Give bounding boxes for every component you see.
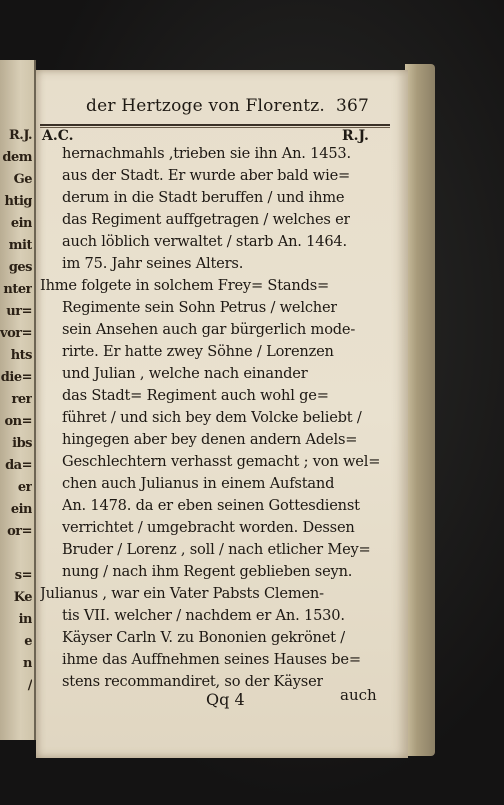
text-line: Käyser Carln V. zu Bononien gekrönet / (62, 629, 346, 646)
text-line: aus der Stadt. Er wurde aber bald wie= (62, 167, 351, 184)
margin-note-right: R.J. (342, 128, 369, 144)
signature-mark: Qq 4 (206, 690, 245, 709)
previous-page-fragment: / (27, 678, 32, 693)
catchword: auch (340, 686, 377, 704)
text-line: derum in die Stadt beruffen / und ihme (62, 189, 345, 206)
text-line: und Julian , welche nach einander (62, 365, 308, 382)
text-line: hingegen aber bey denen andern Adels= (62, 431, 358, 448)
previous-page-fragment: ur= (6, 304, 32, 319)
text-line: ihme das Auffnehmen seines Hauses be= (62, 651, 361, 668)
running-head-text: der Hertzoge von Florentz. (86, 96, 326, 116)
text-line: das Stadt= Regiment auch wohl ge= (62, 387, 329, 404)
margin-note-left: A.C. (42, 128, 74, 144)
previous-page-fragment: n (23, 656, 32, 671)
previous-page-fragment (0, 546, 32, 567)
previous-page-fragment: htig (4, 194, 32, 209)
previous-page-fragment: e (24, 634, 32, 649)
text-line: im 75. Jahr seines Alters. (62, 255, 244, 272)
text-line: Geschlechtern verhasst gemacht ; von wel= (62, 453, 381, 470)
previous-page-fragment: dem (2, 150, 32, 165)
text-line: Bruder / Lorenz , soll / nach etlicher Mey= (62, 541, 371, 558)
previous-page-fragment (0, 700, 32, 721)
text-line: stens recommandiret, so der Käyser (62, 673, 324, 690)
previous-page-fragment: Ge (13, 172, 32, 187)
text-line: rirte. Er hatte zwey Söhne / Lorenzen (62, 343, 334, 360)
text-line: tis VII. welcher / nachdem er An. 1530. (62, 607, 345, 624)
previous-page-fragment: in (18, 612, 32, 627)
previous-page-fragment: or= (7, 524, 32, 539)
text-line: das Regiment auffgetragen / welches er (62, 211, 351, 228)
previous-page-fragment: hts (10, 348, 32, 363)
previous-page-fragment: vor= (0, 326, 32, 341)
previous-page-edge (0, 60, 36, 740)
header-rule-thin (40, 127, 390, 128)
previous-page-fragment: rer (11, 392, 32, 407)
header-rule (40, 124, 390, 126)
previous-page-fragment: die= (0, 370, 32, 385)
previous-page-fragment: s= (14, 568, 32, 583)
text-line: chen auch Julianus in einem Aufstand (62, 475, 335, 492)
text-line: verrichtet / umgebracht worden. Dessen (62, 519, 355, 536)
running-head (86, 96, 376, 116)
text-line: sein Ansehen auch gar bürgerlich mode- (62, 321, 356, 338)
previous-page-fragment: da= (5, 458, 32, 473)
text-line: Regimente sein Sohn Petrus / welcher (62, 299, 338, 316)
text-line: nung / nach ihm Regent geblieben seyn. (62, 563, 353, 580)
previous-page-fragment: ges (8, 260, 32, 275)
text-line: An. 1478. da er eben seinen Gottesdienst (62, 497, 360, 514)
previous-page-fragment: ein (10, 502, 32, 517)
previous-page-fragment: on= (4, 414, 32, 429)
page-block-edge (405, 64, 435, 756)
text-line: Julianus , war ein Vater Pabsts Clemen- (40, 585, 324, 602)
previous-page-fragment: ein (10, 216, 32, 231)
previous-page-fragment: R.J. (9, 128, 32, 143)
text-line: hernachmahls ,trieben sie ihn An. 1453. (62, 145, 351, 162)
text-line: Ihme folgete in solchem Frey= Stands= (40, 277, 330, 294)
text-line: führet / und sich bey dem Volcke beliebt / (62, 409, 362, 426)
previous-page-fragment: mit (8, 238, 32, 253)
page-number: 367 (336, 96, 370, 116)
previous-page-fragment: Ke (13, 590, 32, 605)
previous-page-fragment: nter (3, 282, 32, 297)
text-line: auch löblich verwaltet / starb An. 1464. (62, 233, 347, 250)
previous-page-fragment: er (17, 480, 32, 495)
previous-page-fragment: ibs (12, 436, 32, 451)
